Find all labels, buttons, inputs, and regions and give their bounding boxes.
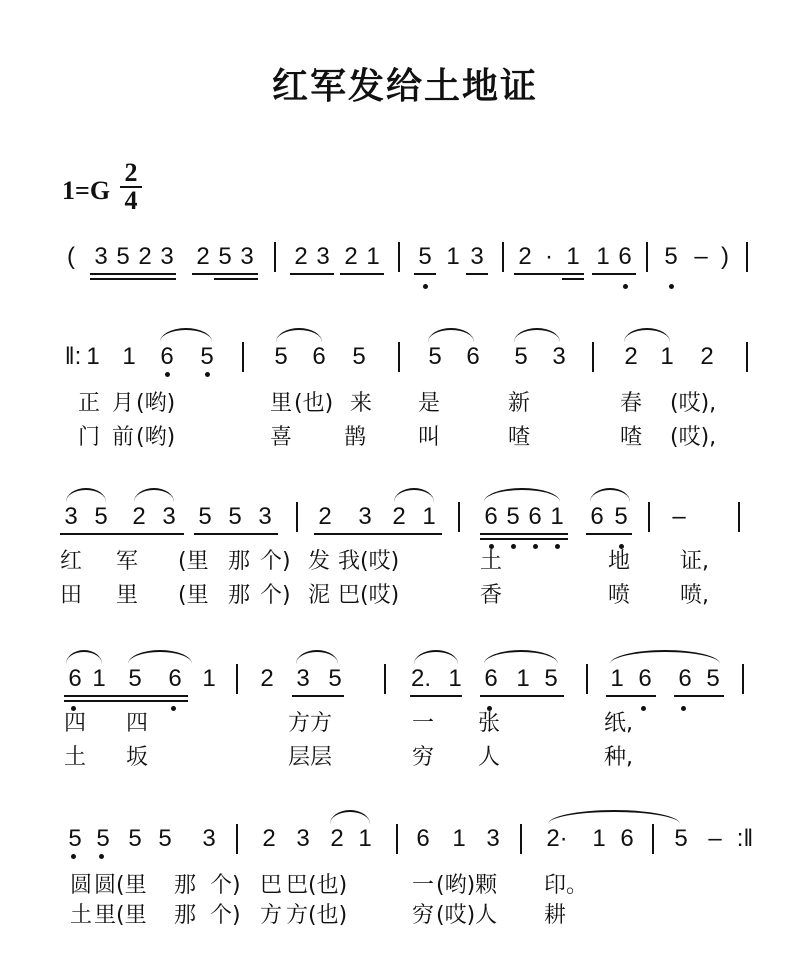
note: 2 [392, 503, 406, 530]
lyric: 喜 [270, 425, 293, 450]
note: 3 [470, 243, 484, 270]
note: 3 [160, 243, 174, 270]
barline [236, 664, 238, 694]
note: 6 [68, 665, 82, 692]
slur [330, 810, 370, 824]
lyric: 张 [478, 711, 501, 736]
lyric: 印。 [544, 873, 589, 898]
lyrics-verse-1 [60, 544, 760, 574]
lyric: 我(哎) [338, 549, 400, 574]
lyric: 方 [260, 903, 283, 928]
note: 1 [610, 665, 624, 692]
note: 1 [448, 665, 462, 692]
lyric: 香 [480, 583, 503, 608]
beam [674, 695, 724, 697]
lyric: 红 [60, 549, 83, 574]
lyric: 叫 [418, 425, 441, 450]
lyric: 个) [260, 583, 291, 608]
octave-dot [423, 284, 428, 289]
note: 3 [202, 825, 216, 852]
note: 5 [506, 503, 520, 530]
note: 2 [518, 243, 532, 270]
system-2-notes [0, 500, 810, 540]
note: 2 [344, 243, 358, 270]
note: 5 [218, 243, 232, 270]
lyrics-verse-2 [60, 420, 760, 450]
lyrics-verse-2 [60, 898, 760, 928]
dash: – [708, 825, 722, 852]
note: 2 [262, 825, 276, 852]
beam [586, 533, 632, 535]
beam [314, 533, 442, 535]
lyric: 坂 [126, 745, 149, 770]
note: 1 [86, 343, 100, 370]
time-signature [120, 160, 142, 214]
lyric: 方方 [288, 711, 333, 736]
note: 5 [96, 825, 110, 852]
note: 1 [92, 665, 106, 692]
lyric: 圆 [70, 873, 93, 898]
note: 3 [258, 503, 272, 530]
repeat-end: :‖ [736, 825, 754, 852]
note: 2 [132, 503, 146, 530]
barline [646, 242, 648, 272]
system-4-notes [0, 822, 810, 862]
lyric: 土 [70, 903, 93, 928]
lyric: 四 [126, 711, 149, 736]
note: 5 [428, 343, 442, 370]
note: 5 [200, 343, 214, 370]
tonic-label: 1=G [62, 176, 111, 205]
note: 5 [544, 665, 558, 692]
note: 6 [590, 503, 604, 530]
note: 2 [294, 243, 308, 270]
note: 5 [94, 503, 108, 530]
note: 6 [168, 665, 182, 692]
system-1-notes [0, 340, 810, 380]
barline [648, 502, 650, 532]
lyric: (里 [178, 549, 209, 574]
note: 1 [660, 343, 674, 370]
note: 2 [700, 343, 714, 370]
note: 5 [116, 243, 130, 270]
note: 5 [128, 825, 142, 852]
note: 3 [552, 343, 566, 370]
lyric: 田 [60, 583, 83, 608]
intro-notes [0, 240, 810, 280]
lyric: 喷 [608, 583, 631, 608]
system-3-notes [0, 662, 810, 702]
lyric: 春 [620, 391, 643, 416]
beam [480, 695, 564, 697]
time-denominator: 4 [124, 186, 138, 215]
lyrics-verse-1 [60, 868, 760, 898]
lyric: (哎), [670, 391, 717, 416]
barline [398, 342, 400, 372]
note: – [672, 503, 686, 530]
lyrics-verse-2 [60, 740, 760, 770]
lyric: 来 [350, 391, 373, 416]
octave-dot [669, 284, 674, 289]
lyric: (哎), [670, 425, 717, 450]
beam [480, 533, 568, 535]
note: 3 [486, 825, 500, 852]
lyric: 人 [478, 745, 501, 770]
lyric: 巴 [260, 873, 283, 898]
barline [738, 502, 740, 532]
note: 3 [240, 243, 254, 270]
barline [458, 502, 460, 532]
note: 2· [546, 825, 568, 852]
lyric: 个) [210, 873, 241, 898]
beam [64, 700, 188, 702]
note: 6 [484, 665, 498, 692]
note: 1 [566, 243, 580, 270]
lyric: 那 [174, 903, 197, 928]
octave-dot [71, 854, 76, 859]
note: 6 [620, 825, 634, 852]
slur [414, 650, 458, 664]
lyric: 里 [116, 583, 139, 608]
note: 1 [550, 503, 564, 530]
slur [66, 488, 106, 502]
lyric: 纸, [604, 711, 633, 736]
slur [624, 328, 670, 342]
barline [742, 664, 744, 694]
lyric: 新 [508, 391, 531, 416]
lyric: 里 [270, 391, 293, 416]
lyric: 前 [112, 425, 135, 450]
note: 2. [410, 665, 431, 692]
beam [414, 273, 436, 275]
note: 6 [528, 503, 542, 530]
barline [746, 342, 748, 372]
note: 5 [328, 665, 342, 692]
note: 5 [228, 503, 242, 530]
beam [214, 278, 258, 280]
lyric: 月 [112, 391, 135, 416]
barline [396, 824, 398, 854]
note: 2 [260, 665, 274, 692]
note: 1 [422, 503, 436, 530]
octave-dot [165, 372, 170, 377]
note: 3 [64, 503, 78, 530]
lyric: 里(里 [94, 903, 147, 928]
song-title: 红军发给土地证 [271, 65, 538, 107]
lyric: 一 [412, 711, 435, 736]
lyrics-verse-2 [60, 578, 760, 608]
barline [502, 242, 504, 272]
lyrics-verse-1 [60, 706, 760, 736]
slur [66, 650, 102, 664]
beam [194, 533, 278, 535]
lyric: 土 [64, 745, 87, 770]
note: 1 [446, 243, 460, 270]
lyric: (哎)人 [436, 903, 498, 928]
lyric: 喳 [508, 425, 531, 450]
lyric: 巴(也) [286, 873, 348, 898]
close-paren: ) [721, 243, 729, 270]
lyric: 那 [228, 549, 251, 574]
note: 1 [452, 825, 466, 852]
note: 2 [196, 243, 210, 270]
note: 5 [198, 503, 212, 530]
lyric: 泥 [308, 583, 331, 608]
slur [128, 650, 192, 664]
slur [484, 488, 560, 502]
lyric: 穷 [412, 903, 435, 928]
beam [90, 273, 176, 275]
note: 3 [162, 503, 176, 530]
note: 6 [618, 243, 632, 270]
beam [192, 273, 258, 275]
lyric: (哟) [136, 425, 176, 450]
repeat-start: ‖: [64, 343, 82, 370]
note: 5 [418, 243, 432, 270]
lyric: 那 [228, 583, 251, 608]
note: 2 [138, 243, 152, 270]
augmentation-dot: · [545, 243, 553, 270]
lyric: 正 [78, 391, 101, 416]
beam [64, 695, 188, 697]
barline [384, 664, 386, 694]
note: 1 [122, 343, 136, 370]
note: 3 [296, 825, 310, 852]
beam [592, 273, 636, 275]
slur [134, 488, 174, 502]
lyric: 发 [308, 549, 331, 574]
lyric: 个) [210, 903, 241, 928]
beam [340, 273, 384, 275]
lyric: (里 [178, 583, 209, 608]
slur [484, 650, 558, 664]
lyric: 那 [174, 873, 197, 898]
beam [410, 695, 462, 697]
note: 6 [678, 665, 692, 692]
slur [394, 488, 434, 502]
lyric: 土 [480, 549, 503, 574]
note: 1 [366, 243, 380, 270]
lyric: 是 [418, 391, 441, 416]
note: 2 [624, 343, 638, 370]
lyric: (哟)颗 [436, 873, 498, 898]
lyric: 种, [604, 745, 633, 770]
lyric: 喳 [620, 425, 643, 450]
slur [428, 328, 474, 342]
note: 5 [352, 343, 366, 370]
slur [276, 328, 322, 342]
barline [236, 824, 238, 854]
note: 3 [358, 503, 372, 530]
barline [242, 342, 244, 372]
barline [592, 342, 594, 372]
octave-dot [623, 284, 628, 289]
note: 5 [514, 343, 528, 370]
barline [274, 242, 276, 272]
lyric: (也) [294, 391, 334, 416]
note: 5 [158, 825, 172, 852]
lyric: 证, [680, 549, 709, 574]
barline [746, 242, 748, 272]
note: 5 [68, 825, 82, 852]
lyric: 军 [116, 549, 139, 574]
lyric: 鹊 [344, 425, 367, 450]
beam [60, 533, 184, 535]
note: 1 [596, 243, 610, 270]
slur [590, 488, 630, 502]
note: 6 [466, 343, 480, 370]
note: 6 [638, 665, 652, 692]
barline [586, 664, 588, 694]
open-paren: ( [67, 243, 75, 270]
barline [296, 502, 298, 532]
note: 6 [312, 343, 326, 370]
lyric: 圆(里 [94, 873, 147, 898]
note: 1 [202, 665, 216, 692]
note: 5 [128, 665, 142, 692]
lyrics-verse-1 [60, 386, 760, 416]
dash: – [694, 243, 708, 270]
lyric: 个) [260, 549, 291, 574]
note: 2 [330, 825, 344, 852]
beam [514, 273, 584, 275]
note: 2 [318, 503, 332, 530]
note: 5 [674, 825, 688, 852]
barline [652, 824, 654, 854]
note: 3 [296, 665, 310, 692]
lyric: 耕 [544, 903, 567, 928]
note: 5 [274, 343, 288, 370]
beam [562, 278, 584, 280]
beam [480, 538, 568, 540]
note: 6 [484, 503, 498, 530]
lyric: (哟) [136, 391, 176, 416]
slur [514, 328, 560, 342]
beam [606, 695, 656, 697]
lyric: 方(也) [286, 903, 348, 928]
beam [292, 695, 344, 697]
note: 5 [664, 243, 678, 270]
slur [160, 328, 212, 342]
time-numerator: 2 [120, 160, 142, 188]
note: 3 [316, 243, 330, 270]
lyric: 一 [412, 873, 435, 898]
note: 1 [358, 825, 372, 852]
lyric: 穷 [412, 745, 435, 770]
lyric: 层层 [288, 745, 333, 770]
octave-dot [99, 854, 104, 859]
note: 1 [516, 665, 530, 692]
slur [610, 650, 720, 664]
lyric: 四 [64, 711, 87, 736]
lyric: 喷, [680, 583, 709, 608]
barline [398, 242, 400, 272]
barline [520, 824, 522, 854]
note: 6 [160, 343, 174, 370]
lyric: 门 [78, 425, 101, 450]
beam [466, 273, 488, 275]
note: 6 [416, 825, 430, 852]
beam [90, 278, 176, 280]
slur [548, 810, 680, 824]
note: 1 [592, 825, 606, 852]
note: 5 [614, 503, 628, 530]
note: 5 [706, 665, 720, 692]
beam [290, 273, 334, 275]
lyric: 巴(哎) [338, 583, 400, 608]
slur [296, 650, 338, 664]
lyric: 地 [608, 549, 631, 574]
note: 3 [94, 243, 108, 270]
octave-dot [205, 372, 210, 377]
